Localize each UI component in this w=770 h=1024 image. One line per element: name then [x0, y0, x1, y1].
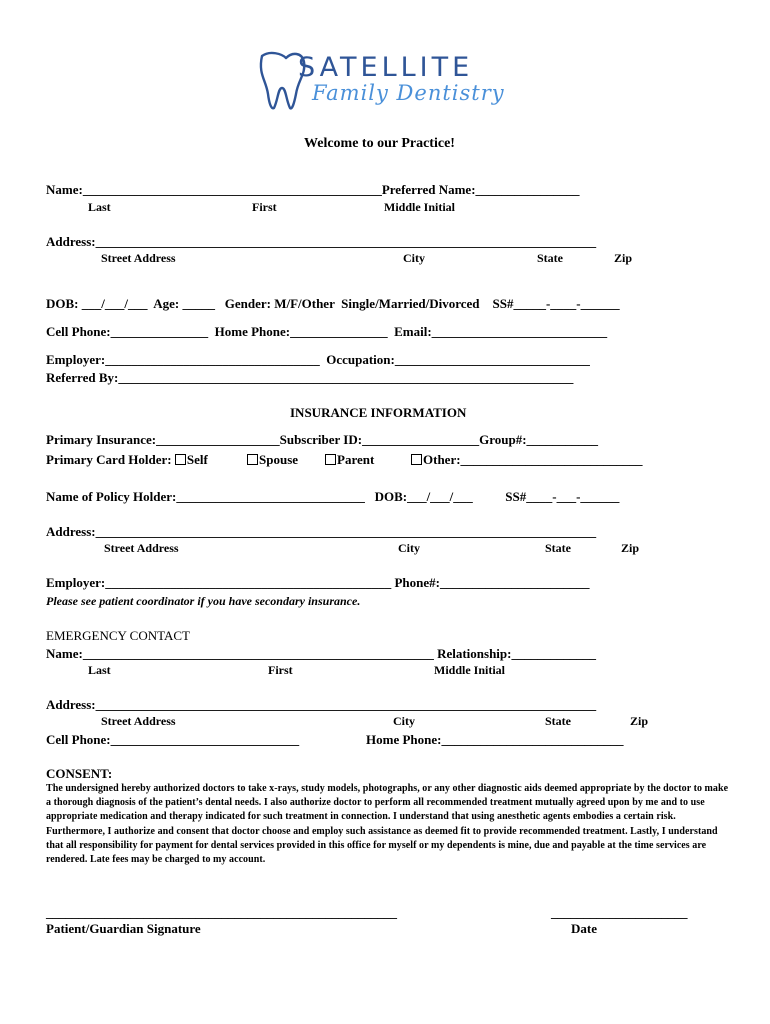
- insurance-address-field[interactable]: Address:_____________________________________________________________________________: [46, 524, 597, 539]
- card-holder-row: [46, 452, 208, 468]
- signature-line[interactable]: ______________________________________________________: [46, 905, 397, 920]
- sub-label-middle-initial: Middle Initial: [434, 663, 506, 677]
- date-line[interactable]: _____________________: [551, 905, 688, 920]
- sub-label-city: City: [403, 251, 425, 265]
- card-holder-label: Primary Card Holder:: [46, 452, 172, 467]
- consent-heading: CONSENT:: [46, 766, 113, 781]
- sub-label-city: City: [393, 714, 415, 728]
- sub-label-street: Street Address: [101, 251, 176, 265]
- parent-checkbox[interactable]: [325, 452, 374, 468]
- other-checkbox[interactable]: [411, 452, 643, 468]
- spouse-option-label: Spouse: [259, 452, 299, 467]
- sub-label-first: First: [268, 663, 293, 677]
- sub-label-street: Street Address: [101, 714, 176, 728]
- sub-label-middle-initial: Middle Initial: [384, 200, 456, 214]
- welcome-title: Welcome to our Practice!: [304, 136, 455, 151]
- sub-label-zip: Zip: [614, 251, 633, 265]
- policy-holder-row[interactable]: Name of Policy Holder:_____________________________ DOB:___/___/___ SS#____-___-______: [46, 489, 620, 504]
- checkbox-icon: [411, 454, 422, 465]
- emergency-home-phone-field[interactable]: Home Phone:____________________________: [366, 732, 624, 747]
- patient-referred-field[interactable]: Referred By:______________________________________________________________________: [46, 370, 574, 385]
- self-checkbox[interactable]: [175, 452, 208, 467]
- emergency-cell-phone-field[interactable]: Cell Phone:_____________________________: [46, 732, 300, 747]
- checkbox-icon: [175, 454, 186, 465]
- patient-address-field[interactable]: Address:_____________________________________________________________________________: [46, 234, 597, 249]
- spouse-checkbox[interactable]: [247, 452, 298, 468]
- emergency-heading: EMERGENCY CONTACT: [46, 628, 191, 643]
- sub-label-last: Last: [88, 200, 111, 214]
- patient-dob-row[interactable]: DOB: ___/___/___ Age: _____ Gender: M/F/Other Single/Married/Divorced SS#_____-____-______: [46, 296, 620, 311]
- brand-tagline: Family Dentistry: [312, 81, 505, 105]
- patient-name-field[interactable]: Name:______________________________________________Preferred Name:________________: [46, 182, 580, 197]
- sub-label-street: Street Address: [104, 541, 179, 555]
- sub-label-state: State: [537, 251, 563, 265]
- insurance-heading: INSURANCE INFORMATION: [290, 405, 467, 420]
- sub-label-city: City: [398, 541, 420, 555]
- practice-logo: [258, 50, 505, 114]
- insurance-primary-row[interactable]: Primary Insurance:___________________Subscriber ID:__________________Group#:___________: [46, 432, 599, 447]
- patient-employer-row[interactable]: Employer:_________________________________ Occupation:______________________________: [46, 352, 590, 367]
- sub-label-last: Last: [88, 663, 111, 677]
- sub-label-state: State: [545, 714, 571, 728]
- emergency-address-field[interactable]: Address:_____________________________________________________________________________: [46, 697, 597, 712]
- self-option-label: Self: [186, 452, 208, 467]
- parent-option-label: Parent: [337, 452, 375, 467]
- secondary-insurance-note: Please see patient coordinator if you have secondary insurance.: [46, 594, 361, 608]
- consent-text: The undersigned hereby authorized doctors to take x-rays, study models, photographs, or any other diagnostic aids deemed appropriate by the doctor to make a thorough diagnosis of the patient’s dental needs. I also authorize doctor to perform all recommended treatment mutually agreed upon by me and to use appropriate medication and therapy indicated for such treatment in connection. I understand that using anesthetic agents embodies a certain risk. Furthermore, I authorize and consent that doctor choose and employ such assistance as deemed fit to provide recommended treatment. Lastly, I understand that all responsibility for payment for dental services provided in this office for myself or my dependents is mine, due and payable at the time services are rendered. Late fees may be charged to my account.: [46, 783, 729, 866]
- checkbox-icon: [247, 454, 258, 465]
- sub-label-zip: Zip: [630, 714, 649, 728]
- emergency-name-row[interactable]: Name:______________________________________________________ Relationship:_____________: [46, 646, 596, 661]
- sub-label-zip: Zip: [621, 541, 640, 555]
- date-label: Date: [571, 921, 597, 936]
- sub-label-state: State: [545, 541, 571, 555]
- sub-label-first: First: [252, 200, 277, 214]
- other-option-label: Other:____________________________: [423, 452, 643, 467]
- brand-name: SATELLITE: [298, 52, 474, 83]
- patient-phone-row[interactable]: Cell Phone:_______________ Home Phone:_______________ Email:___________________________: [46, 324, 608, 339]
- signature-label: Patient/Guardian Signature: [46, 921, 201, 936]
- checkbox-icon: [325, 454, 336, 465]
- insurance-employer-row[interactable]: Employer:____________________________________________ Phone#:_______________________: [46, 575, 590, 590]
